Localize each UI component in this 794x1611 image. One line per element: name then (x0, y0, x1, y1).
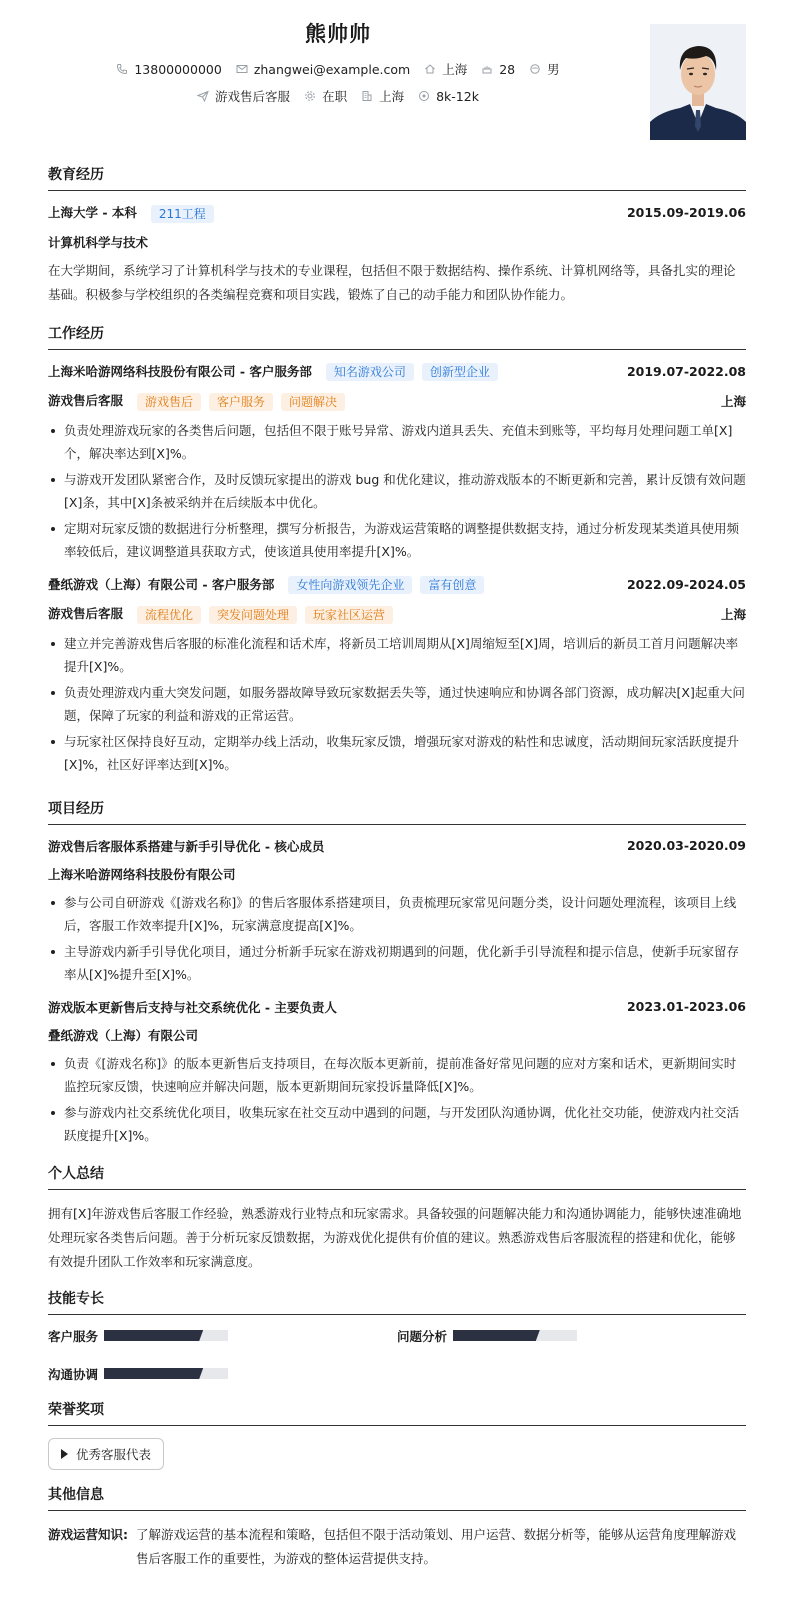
bullet-item: 建立并完善游戏售后客服的标准化流程和话术库，将新员工培训周期从[X]周缩短至[X]周，培训后的新员工首月问题解决率提升[X]%。 (48, 632, 746, 678)
company-tag: 创新型企业 (422, 363, 498, 381)
position-item (197, 87, 290, 105)
gender-text: 男 (547, 62, 560, 77)
company-tag: 富有创意 (420, 576, 484, 594)
status-text: 在职 (322, 89, 348, 104)
bullet-item: 主导游戏内新手引导优化项目，通过分析新手玩家在游戏初期遇到的问题，优化新手引导流程和提示信息，使新手玩家留存率从[X]%提升至[X]%。 (48, 940, 746, 986)
status-item (304, 87, 347, 105)
gender-icon (529, 63, 541, 75)
position-text: 游戏售后客服 (215, 89, 291, 104)
role-tag: 玩家社区运营 (305, 606, 393, 624)
skill-item (48, 1365, 397, 1383)
skill-bar-fill (453, 1330, 540, 1341)
skill-name: 沟通协调 (48, 1366, 99, 1382)
other-section (48, 1484, 746, 1571)
project-company: 叠纸游戏（上海）有限公司 (48, 1027, 199, 1043)
phone-text: 13800000000 (134, 61, 222, 77)
project-head (48, 998, 746, 1016)
skill-name: 问题分析 (397, 1328, 448, 1344)
target-city-text: 上海 (379, 89, 405, 104)
award-label: 优秀客服代表 (76, 1446, 152, 1462)
candidate-name: 熊帅帅 (305, 22, 371, 46)
job-date: 2022.09-2024.05 (626, 576, 746, 592)
job-role: 游戏售后客服 (48, 606, 124, 621)
education-desc: 在大学期间，系统学习了计算机科学与技术的专业课程，包括但不限于数据结构、操作系统、计算机网络等，具备扎实的理论基础。积极参与学校组织的各类编程竞赛和项目实践，锻炼了自己的动手能力和团队协作能力。 (48, 262, 736, 302)
job-role-row (48, 391, 746, 411)
education-head (48, 203, 746, 223)
honors-section (48, 1399, 746, 1470)
bullet-item: 负责处理游戏内重大突发问题，如服务器故障导致玩家数据丢失等，通过快速响应和协调各部门资源，成功解决[X]起重大问题，保障了玩家的利益和游戏的正常运营。 (48, 681, 746, 727)
role-tag: 突发问题处理 (209, 606, 297, 624)
major-name: 计算机科学与技术 (48, 234, 149, 250)
other-text: 了解游戏运营的基本流程和策略，包括但不限于活动策划、用户运营、数据分析等，能够从运营角度理解游戏售后客服工作的重要性，为游戏的整体运营提供支持。 (136, 1526, 737, 1566)
role-tag: 问题解决 (281, 393, 345, 411)
education-section (48, 164, 746, 307)
job-head (48, 362, 746, 382)
skill-bar-fill (104, 1330, 203, 1341)
job-head (48, 575, 746, 595)
project-date: 2020.03-2020.09 (626, 838, 746, 853)
job-entry (48, 362, 746, 563)
coin-icon (418, 90, 430, 102)
send-icon (197, 90, 209, 102)
job-city: 上海 (720, 606, 746, 622)
bullet-item: 定期对玩家反馈的数据进行分析整理，撰写分析报告，为游戏运营策略的调整提供数据支持，通过分析发现某类道具使用频率较低后，建议调整道具获取方式，使该道具使用率提升[X]%。 (48, 517, 746, 563)
project-entry (48, 998, 746, 1147)
job-role: 游戏售后客服 (48, 393, 124, 408)
education-date: 2015.09-2019.06 (626, 205, 746, 221)
job-role-row (48, 604, 746, 624)
project-entry (48, 837, 746, 986)
phone-item (116, 62, 221, 77)
contact-row (48, 60, 628, 78)
company-name: 叠纸游戏（上海）有限公司 - 客户服务部 (48, 576, 275, 592)
skills-title: 技能专长 (48, 1288, 746, 1315)
project-name: 游戏售后客服体系搭建与新手引导优化 - 核心成员 (48, 838, 325, 854)
project-name: 游戏版本更新售后支持与社交系统优化 - 主要负责人 (48, 999, 337, 1015)
age-text: 28 (499, 61, 516, 77)
job-bullets (48, 419, 746, 563)
salary-item (418, 89, 479, 104)
job-intent-row (48, 87, 628, 105)
home-icon (424, 63, 436, 75)
role-tag: 流程优化 (137, 606, 201, 624)
bullet-item: 与玩家社区保持良好互动，定期举办线上活动，收集玩家反馈，增强玩家对游戏的粘性和忠诚度，活动期间玩家活跃度提升[X]%，社区好评率达到[X]%。 (48, 730, 746, 776)
school-name: 上海大学 - 本科 (48, 205, 137, 220)
job-date: 2019.07-2022.08 (626, 363, 746, 379)
target-city-item (361, 87, 404, 105)
summary-title: 个人总结 (48, 1163, 746, 1190)
company-tag: 女性向游戏领先企业 (288, 576, 412, 594)
role-tag: 客户服务 (209, 393, 273, 411)
project-title: 项目经历 (48, 798, 746, 825)
honors-title: 荣誉奖项 (48, 1399, 746, 1426)
work-title: 工作经历 (48, 323, 746, 350)
job-entry (48, 575, 746, 776)
job-bullets (48, 632, 746, 776)
work-section (48, 323, 746, 776)
project-date: 2023.01-2023.06 (626, 999, 746, 1014)
company-tag: 知名游戏公司 (326, 363, 414, 381)
skill-name: 客户服务 (48, 1328, 99, 1344)
skill-bar (104, 1368, 228, 1379)
building-icon (361, 90, 373, 102)
summary-text: 拥有[X]年游戏售后客服工作经验，熟悉游戏行业特点和玩家需求。具备较强的问题解决能力和沟通协调能力，能够快速准确地处理玩家各类售后问题。善于分析玩家反馈数据，为游戏优化提供有价值的建议。熟悉游戏售后客服流程的搭建和优化，能够有效提升团队工作效率和玩家满意度。 (48, 1205, 742, 1269)
phone-icon (116, 63, 128, 75)
salary-text: 8k-12k (436, 88, 479, 104)
skill-item (48, 1327, 397, 1345)
cake-icon (481, 63, 493, 75)
profile-photo (650, 24, 746, 140)
other-title: 其他信息 (48, 1484, 746, 1511)
mail-icon (236, 63, 248, 75)
resume-header (48, 0, 746, 160)
bullet-item: 与游戏开发团队紧密合作，及时反馈玩家提出的游戏 bug 和优化建议，推动游戏版本的不断更新和完善，累计反馈有效问题[X]条，其中[X]条被采纳并在后续版本中优化。 (48, 468, 746, 514)
project-head (48, 837, 746, 855)
bullet-item: 参与公司自研游戏《[游戏名称]》的售后客服体系搭建项目，负责梳理玩家常见问题分类，设计问题处理流程，该项目上线后，客服工作效率提升[X]%，玩家满意度提高[X]%。 (48, 891, 746, 937)
other-label: 游戏运营知识: (48, 1526, 128, 1542)
location-text: 上海 (442, 62, 468, 77)
skill-bar-fill (104, 1368, 203, 1379)
project-company: 上海米哈游网络科技股份有限公司 (48, 866, 236, 882)
award-toggle[interactable] (48, 1438, 164, 1470)
project-bullets (48, 891, 746, 986)
company-name: 上海米哈游网络科技股份有限公司 - 客户服务部 (48, 363, 312, 379)
skill-bar (453, 1330, 577, 1341)
role-tag: 游戏售后 (137, 393, 201, 411)
age-item (481, 62, 515, 77)
gender-item (529, 60, 560, 78)
bullet-item: 负责处理游戏玩家的各类售后问题，包括但不限于账号异常、游戏内道具丢失、充值未到账等，平均每月处理问题工单[X]个，解决率达到[X]%。 (48, 419, 746, 465)
email-item (236, 62, 410, 77)
gear-icon (304, 90, 316, 102)
location-item (424, 60, 467, 78)
other-item (48, 1523, 746, 1571)
job-city: 上海 (720, 393, 746, 409)
skills-section (48, 1288, 746, 1383)
skills-grid (48, 1327, 746, 1383)
project-section (48, 798, 746, 1147)
email-text: zhangwei@example.com (253, 61, 411, 77)
bullet-item: 负责《[游戏名称]》的版本更新售后支持项目，在每次版本更新前，提前准备好常见问题的应对方案和话术，更新期间实时监控玩家反馈，快速响应并解决问题，版本更新期间玩家投诉量降低[X]%。 (48, 1052, 746, 1098)
skill-bar (104, 1330, 228, 1341)
project-bullets (48, 1052, 746, 1147)
play-triangle-icon (61, 1449, 68, 1459)
summary-section (48, 1163, 746, 1274)
school-tag: 211工程 (151, 205, 214, 223)
education-title: 教育经历 (48, 164, 746, 191)
skill-item (397, 1327, 746, 1345)
bullet-item: 参与游戏内社交系统优化项目，收集玩家在社交互动中遇到的问题，与开发团队沟通协调，优化社交功能，使游戏内社交活跃度提升[X]%。 (48, 1101, 746, 1147)
